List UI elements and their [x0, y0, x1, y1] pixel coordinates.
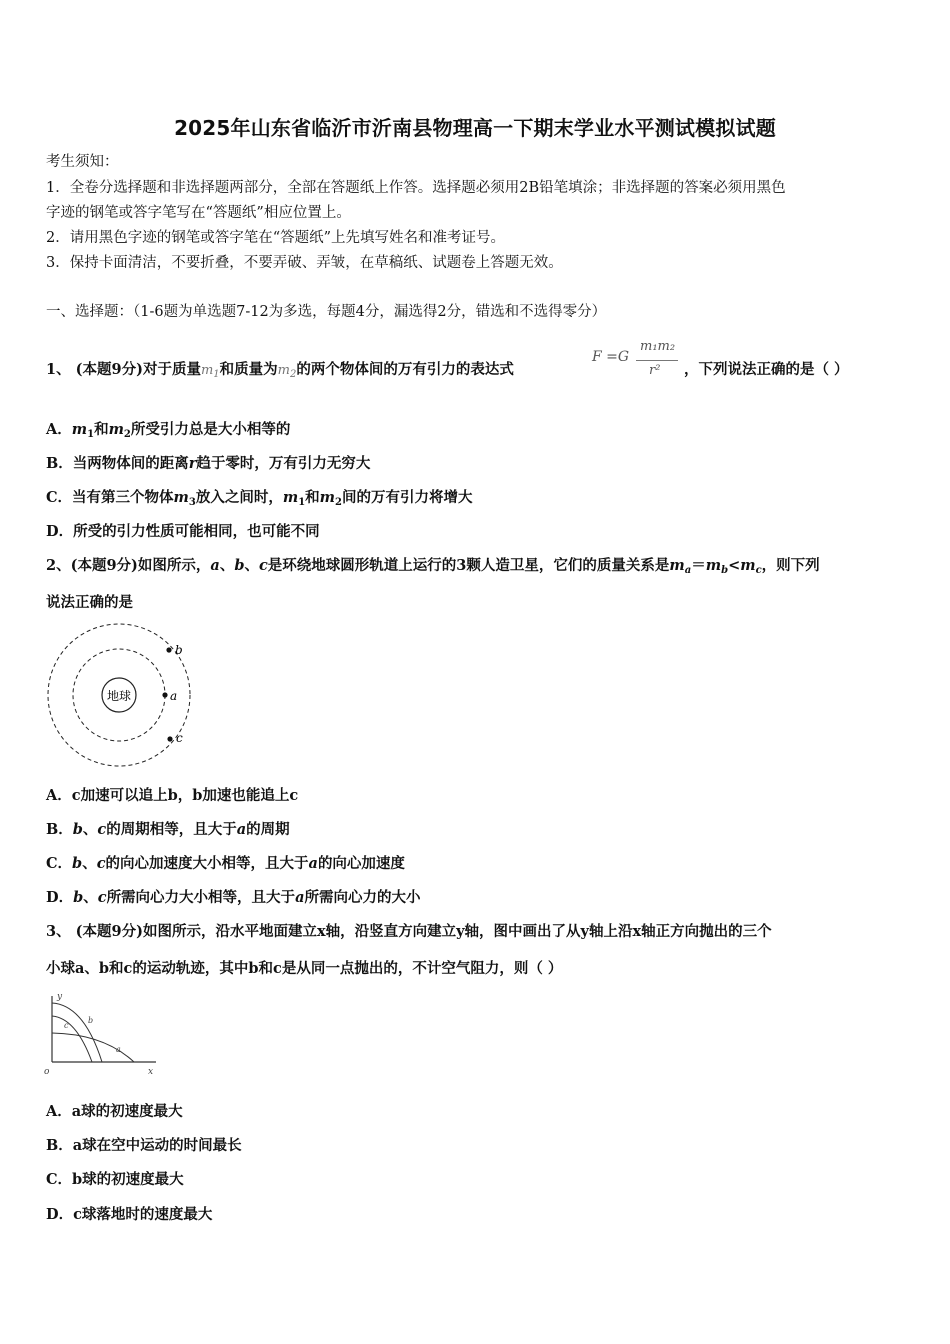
formula-numerator: m₁m₂ — [640, 339, 676, 354]
q1-option-b: B．当两物体间的距离r趋于零时，万有引力无穷大 — [46, 455, 371, 472]
q1-mid2: 的两个物体间的万有引力的表达式 — [296, 361, 514, 378]
q1-m1: $m_1$ — [200, 363, 220, 380]
label-c: c — [64, 1021, 69, 1030]
label-b: b — [175, 643, 183, 657]
label-b: b — [88, 1016, 94, 1025]
question-3-stem-line-1: 3、 (本题9分)如图所示，沿水平地面建立x轴，沿竖直方向建立y轴，图中画出了从y轴上沿x轴正方向抛出的三个 — [46, 923, 772, 940]
satellite-b — [166, 647, 171, 652]
satellite-a — [162, 692, 167, 697]
trajectory-c — [52, 1016, 92, 1062]
notice-item-3: 3．保持卡面清洁，不要折叠，不要弄破、弄皱，在草稿纸、试题卷上答题无效。 — [46, 255, 563, 271]
q3-option-b: B．a球在空中运动的时间最长 — [46, 1137, 242, 1154]
formula-fraction-bar — [636, 360, 678, 361]
section-heading: 一、选择题：（1-6题为单选题7-12为多选，每题4分，漏选得2分，错选和不选得零分） — [46, 304, 607, 320]
q1-option-a: A．$m_1$和$m_2$所受引力总是大小相等的 — [46, 421, 291, 440]
question-2-stem-line-1: 2、(本题9分)如图所示，a、b、c是环绕地球圆形轨道上运行的3颗人造卫星，它们的质量关系是$m_a=m_b<m_c$，则下列 — [46, 557, 820, 576]
q2-option-d: D．b、c所需向心力大小相等，且大于a所需向心力的大小 — [46, 889, 421, 906]
question-3-stem-line-2: 小球a、b和c的运动轨迹，其中b和c是从同一点抛出的，不计空气阻力，则（ ） — [46, 960, 563, 977]
earth-label: 地球 — [106, 689, 132, 703]
q1-option-d: D．所受的引力性质可能相同，也可能不同 — [46, 523, 320, 540]
notice-item-1-line-2: 字迹的钢笔或答字笔写在“答题纸”相应位置上。 — [46, 205, 351, 221]
q1-option-c: C．当有第三个物体$m_3$放入之间时，$m_1$和$m_2$间的万有引力将增大 — [46, 489, 473, 508]
projectile-diagram — [44, 990, 164, 1080]
notice-heading: 考生须知： — [46, 154, 119, 170]
label-c: c — [176, 731, 183, 745]
q2-option-a: A．c加速可以追上b，b加速也能追上c — [46, 787, 299, 804]
q3-option-c: C．b球的初速度最大 — [46, 1171, 184, 1188]
question-1-stem — [46, 360, 514, 381]
x-label: x — [148, 1067, 154, 1077]
formula-lhs: F =G — [592, 349, 630, 365]
q3-option-d: D．c球落地时的速度最大 — [46, 1206, 213, 1223]
q1-suffix: ，下列说法正确的是（ ） — [684, 361, 849, 378]
trajectory-a — [52, 1033, 134, 1062]
label-a: a — [170, 689, 178, 703]
notice-item-1-line-1: 1．全卷分选择题和非选择题两部分，全部在答题纸上作答。选择题必须用2B铅笔填涂；非选择题的答案必须用黑色 — [46, 180, 786, 196]
page-title: 2025年山东省临沂市沂南县物理高一下期末学业水平测试模拟试题 — [174, 116, 776, 140]
y-label: y — [57, 992, 63, 1002]
q2-option-b: B．b、c的周期相等，且大于a的周期 — [46, 821, 290, 838]
q1-mid1: 和质量为 — [219, 361, 278, 378]
label-a: a — [116, 1045, 121, 1054]
gravitation-formula — [592, 339, 682, 383]
q1-m2: $m_2$ — [277, 363, 297, 380]
q2-option-c: C．b、c的向心加速度大小相等，且大于a的向心加速度 — [46, 855, 405, 872]
notice-item-2: 2．请用黑色字迹的钢笔或答字笔在“答题纸”上先填写姓名和准考证号。 — [46, 230, 506, 246]
q3-option-a: A．a球的初速度最大 — [46, 1103, 183, 1120]
q1-prefix: 1、 (本题9分)对于质量 — [46, 361, 201, 378]
formula-denominator: r² — [649, 363, 661, 378]
satellite-c — [167, 736, 172, 741]
question-2-stem-line-2: 说法正确的是 — [46, 594, 133, 611]
origin-label: o — [44, 1067, 50, 1077]
orbit-diagram — [44, 622, 204, 772]
